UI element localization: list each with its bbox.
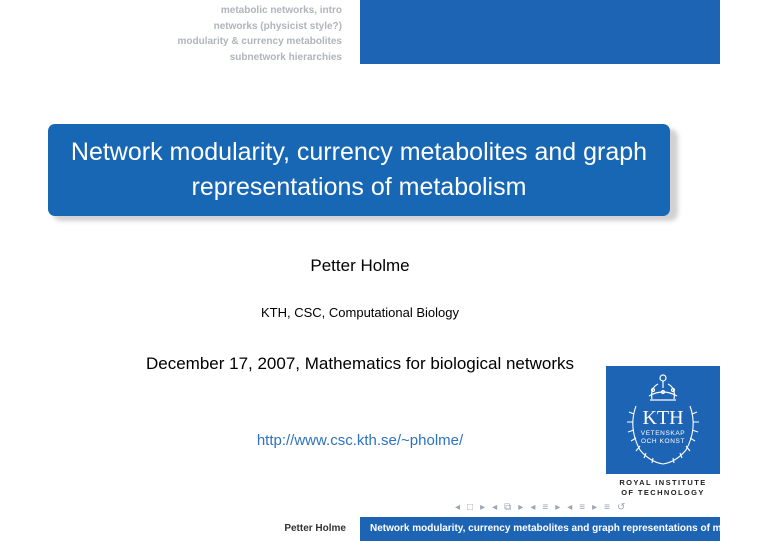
nav-next-frame-icon[interactable]: ▸ [518,501,524,513]
nav-toc-icon[interactable]: ≡ [604,501,610,513]
kth-caption-line-2: OF TECHNOLOGY [621,488,705,497]
kth-logo-caption [606,478,720,498]
nav-section-networks[interactable]: networks (physicist style?) [213,20,342,32]
kth-seal-icon [606,366,720,474]
kth-logo-mark: KTH [642,407,684,429]
institute: KTH, CSC, Computational Biology [261,305,459,320]
nav-next-section-icon[interactable]: ▸ [592,501,598,513]
nav-prev-subsection-icon[interactable]: ◂ [530,501,536,513]
nav-prev-section-icon[interactable]: ◂ [567,501,573,513]
kth-logo-motto-1: VETENSKAP [640,430,686,437]
nav-section-metabolic-networks[interactable]: metabolic networks, intro [220,5,342,16]
nav-prev-frame-icon[interactable]: ◂ [492,501,498,513]
nav-section-icon: ≡ [579,501,586,513]
kth-logo-emblem [606,366,720,474]
nav-next-slide-icon[interactable]: ▸ [480,501,486,513]
nav-search-icon[interactable]: ↺ [616,501,626,513]
kth-logo [606,366,720,496]
presentation-date: December 17, 2007, Mathematics for biological networks [145,354,575,373]
homepage-link[interactable]: http://www.csc.kth.se/~pholme/ [256,432,464,449]
kth-logo-motto-2: OCH KONST [640,438,686,445]
slide-title: Network modularity, currency metabolites and graph representations of metabolism [70,138,648,201]
section-navigation [0,0,360,64]
nav-slide-icon: □ [467,501,474,513]
title-box [48,124,670,216]
footer-title: Network modularity, currency metabolites and graph representations of metabolism [360,517,720,541]
kth-caption-line-1: ROYAL INSTITUTE [619,478,707,487]
footer-author: Petter Holme [0,517,360,541]
nav-prev-slide-icon[interactable]: ◂ [455,501,461,513]
nav-section-subnetwork[interactable]: subnetwork hierarchies [229,51,342,63]
nav-subsection-icon: ≡ [542,501,549,513]
nav-frame-icon: ⧉ [504,501,512,513]
author-name: Petter Holme [310,256,410,275]
beamer-navigation-symbols [455,500,625,514]
header-bar [360,0,720,64]
nav-next-subsection-icon[interactable]: ▸ [555,501,561,513]
nav-section-modularity[interactable]: modularity & currency metabolites [177,36,342,47]
